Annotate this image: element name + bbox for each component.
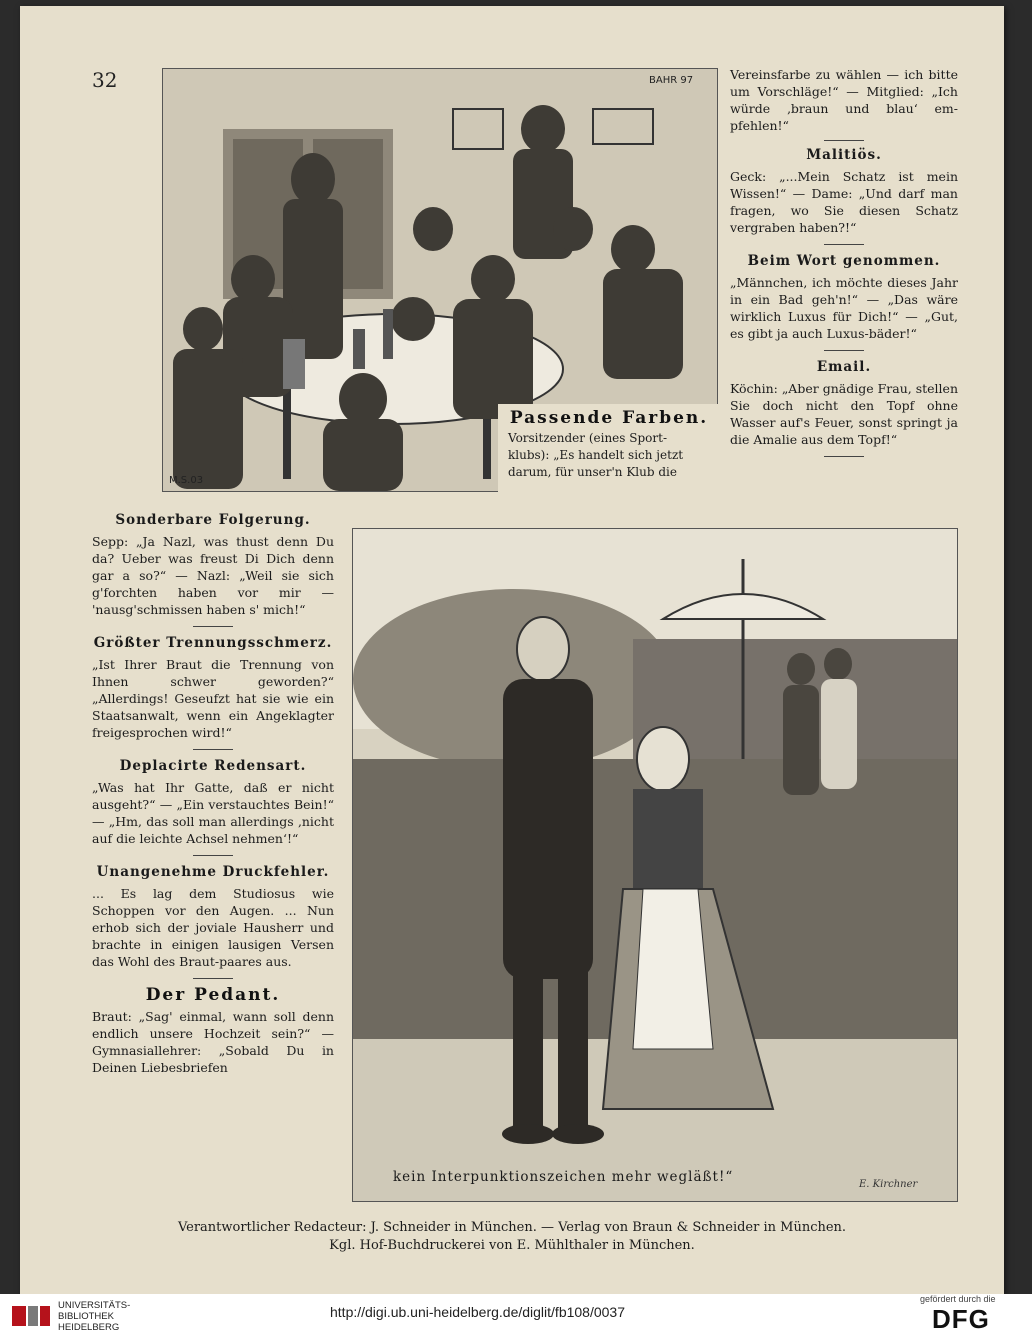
section-text: „Männchen, ich möchte dieses Jahr in ein Bad geh'n!“ — „Das wäre wirklich Luxus für Dich!“ — „Gut, es gibt ja auch Luxus-bäder!“	[730, 275, 958, 341]
section-title: Email.	[816, 359, 872, 375]
caption-line-3: darum, für unser'n Klub die	[508, 465, 677, 479]
section-title: Beim Wort genommen.	[747, 253, 941, 269]
dfg-logo: DFG	[932, 1304, 990, 1334]
digitization-footer-bar	[0, 1294, 1032, 1335]
section-title: Malitiös.	[806, 147, 882, 163]
section-title: Deplacirte Redensart.	[119, 758, 307, 774]
section-text: Sepp: „Ja Nazl, was thust denn Du da? Ueber was freust Di Dich denn gar a so?“ — Nazl: „Weil sie sich g'forchten haben vor mir — 'nausg'schmissen haben s' mich!“	[92, 534, 334, 617]
library-line-2: BIBLIOTHEK	[58, 1311, 114, 1322]
funding-label: gefördert durch die	[920, 1294, 996, 1304]
section-text: „Was hat Ihr Gatte, daß er nicht ausgeht?“ — „Ein verstauchtes Bein!“ — „Hm, das soll man allerdings ‚nicht auf die leichte Achsel nehmen‘!“	[92, 780, 334, 846]
scanned-page	[20, 6, 1004, 1294]
caption-line-2: klubs): „Es handelt sich jetzt	[508, 448, 684, 462]
library-line-3: HEIDELBERG	[58, 1322, 120, 1333]
footer-publisher-line: Verantwortlicher Redacteur: J. Schneider in München. — Verlag von Braun & Schneider in München.	[177, 1220, 847, 1235]
section-text: „Ist Ihrer Braut die Trennung von Ihnen schwer geworden?“ „Allerdings! Geseufzt hat sie wie ein Staatsanwalt, wenn ein Angeklagter freigesprochen wird!“	[92, 657, 334, 740]
left-column	[92, 512, 334, 1076]
section-title: Größter Trennungsschmerz.	[93, 635, 333, 651]
permalink-url[interactable]: http://digi.ub.uni-heidelberg.de/diglit/fb108/0037	[330, 1304, 625, 1320]
page-number: 32	[92, 68, 118, 92]
caption-title: Passende Farben.	[509, 408, 709, 428]
library-name	[58, 1300, 130, 1333]
university-logo-icon	[12, 1302, 52, 1330]
continuation-text: Vereinsfarbe zu wählen — ich bitte um Vorschläge!“ — Mitglied: „Ich würde ‚braun und blau‘ em-pfehlen!“	[730, 67, 958, 133]
section-text: Geck: „...Mein Schatz ist mein Wissen!“ — Dame: „Und darf man fragen, wo Sie diesen Schatz vergraben haben?!“	[730, 169, 958, 235]
pedant-text: Braut: „Sag' einmal, wann soll denn endlich unsere Hochzeit sein?“ — Gymnasiallehrer: „Sobald Du in Deinen Liebesbriefen	[92, 1009, 334, 1075]
illustration-caption: kein Interpunktionszeichen mehr wegläßt!“	[393, 1169, 734, 1185]
garden-couple-drawing	[353, 529, 957, 1201]
section-text: Köchin: „Aber gnädige Frau, stellen Sie doch nicht den Topf ohne Wasser auf's Feuer, sonst springt ja die Amalie aus dem Topf!“	[730, 381, 958, 447]
section-title: Unangenehme Druckfehler.	[96, 864, 330, 880]
section-text: ... Es lag dem Studiosus wie Schoppen vor den Augen. ... Nun erhob sich der joviale Hausherr und brachte in einigen lausigen Versen das Wohl des Braut-paares aus.	[92, 886, 334, 969]
cartoon-signature: BAHR 97	[649, 75, 694, 86]
cartoon-corner-signature: M.S.03	[169, 475, 204, 486]
section-title: Sonderbare Folgerung.	[115, 512, 311, 528]
library-line-1: UNIVERSITÄTS-	[58, 1300, 131, 1311]
pedant-title: Der Pedant.	[145, 985, 281, 1005]
garden-illustration	[352, 528, 958, 1202]
caption-line-1: Vorsitzender (eines Sport-	[508, 431, 667, 445]
illustration-signature: E. Kirchner	[859, 1179, 918, 1190]
right-column	[730, 66, 958, 465]
footer-printer-line: Kgl. Hof-Buchdruckerei von E. Mühlthaler in München.	[329, 1238, 695, 1253]
top-cartoon-caption	[498, 404, 720, 500]
